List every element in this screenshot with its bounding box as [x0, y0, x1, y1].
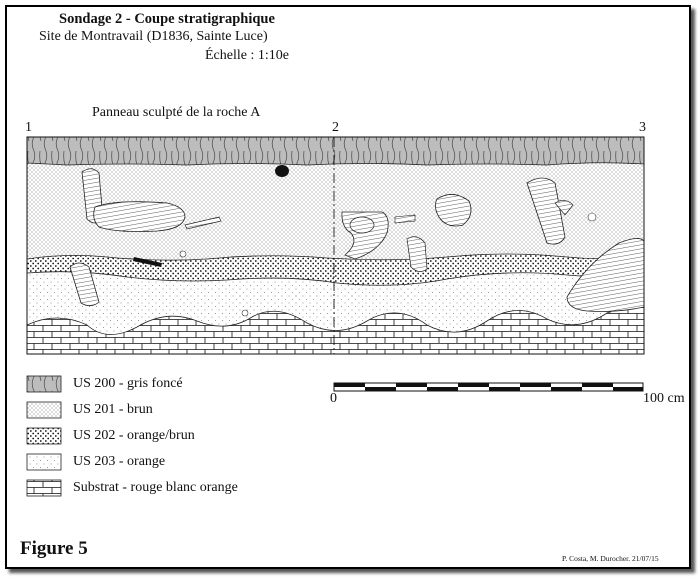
- figure-title: Sondage 2 - Coupe stratigraphique: [59, 11, 275, 27]
- section-marker-2: 2: [332, 120, 339, 135]
- stone-inclusion: [588, 213, 596, 221]
- scale-start-label: 0: [330, 391, 337, 406]
- root-feature: [350, 217, 374, 233]
- legend-swatches: [27, 376, 61, 496]
- stratigraphic-section: [27, 137, 644, 354]
- layer-us-200: [27, 137, 644, 165]
- legend-label-us-201: US 201 - brun: [73, 402, 153, 417]
- legend-swatch-us-200: [27, 376, 61, 392]
- root-feature: [94, 202, 185, 232]
- site-name: Site de Montravail (D1836, Sainte Luce): [39, 29, 268, 44]
- scale-bar: [334, 383, 643, 391]
- legend-label-substrat: Substrat - rouge blanc orange: [73, 480, 238, 495]
- stone-inclusion: [275, 165, 289, 177]
- legend-label-us-203: US 203 - orange: [73, 454, 166, 469]
- section-marker-1: 1: [25, 120, 32, 135]
- legend-swatch-substrat: [27, 480, 61, 496]
- stone-inclusion: [242, 310, 248, 316]
- legend-label-us-202: US 202 - orange/brun: [73, 428, 195, 443]
- credit-line: P. Costa, M. Durocher. 21/07/15: [562, 554, 659, 563]
- legend-swatch-us-203: [27, 454, 61, 470]
- legend-label-us-200: US 200 - gris foncé: [73, 376, 183, 391]
- legend-swatch-us-202: [27, 428, 61, 444]
- stone-inclusion: [180, 251, 186, 257]
- figure-number: Figure 5: [20, 538, 88, 559]
- scale-label: Échelle : 1:10e: [205, 48, 289, 63]
- panel-label: Panneau sculpté de la roche A: [92, 105, 261, 120]
- figure-frame: [5, 5, 691, 569]
- legend-swatch-us-201: [27, 402, 61, 418]
- scale-end-label: 100 cm: [643, 391, 685, 406]
- section-marker-3: 3: [639, 120, 646, 135]
